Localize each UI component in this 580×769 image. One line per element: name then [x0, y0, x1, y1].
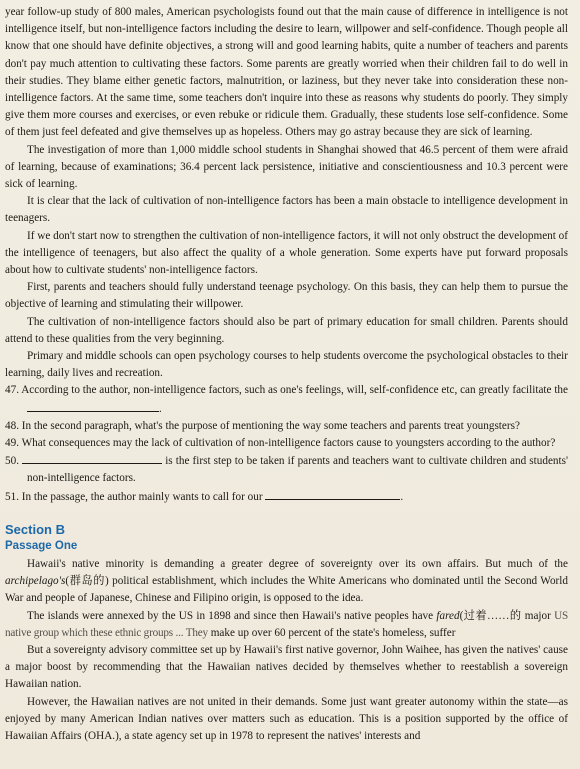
paragraph-3: It is clear that the lack of cultivation of non-intelligence factors has been a main obstacle to intelligence development in teenagers.	[5, 195, 568, 225]
passage-one-paragraph-1	[5, 556, 568, 608]
question-47-text: 47. According to the author, non-intelligence factors, such as one's feelings, will, self-confidence etc, can greatly facilitate the	[5, 384, 568, 397]
paragraph-6: The cultivation of non-intelligence factors should also be part of primary education for small children. Parents should attend to these qualities from the very beginning.	[5, 315, 568, 345]
question-48: 48. In the second paragraph, what's the purpose of mentioning the way some teachers and parents treat youngsters?	[5, 419, 520, 432]
passage-one-paragraph-2	[5, 608, 568, 642]
paragraph-7: Primary and middle schools can open psychology courses to help students overcome the psychological obstacles to their learning, daily lives and recreation.	[5, 350, 568, 380]
passage-one-paragraph-4: However, the Hawaiian natives are not united in their demands. Some just want greater autonomy within the state—as enjoyed by many American Indian natives over matters such as education. This is a position supported by the office of Hawaiian Affairs (OHA.), a state agency set up in 1978 to represent the natives' interests and	[5, 695, 568, 742]
question-47	[5, 382, 568, 417]
passage-text	[5, 4, 568, 382]
paragraph-1: year follow-up study of 800 males, American psychologists found out that the main cause of difference in intelligence is not intelligence itself, but non-intelligence factors including the desire to learn, willpower and self-confidence. Though people all know that one should have definite objectives, a strong will and good learning habits, quite a number of teachers and parents don't pay much attention to cultivating these factors. Some parents are greatly worried when their children fail to do well in their studies. They blame either genetic factors, malnutrition, or laziness, but they never take into consideration these non-intelligence factors. At the same time, some teachers don't inquire into these as reasons why students do poorly. They simply give them more courses and exercises, or even rebuke or ridicule them. Gradually, these students lose self-confidence. Some of them just feel defeated and give themselves up as hopeless. Others may go astray because they are sick of learning.	[5, 6, 568, 139]
glossed-term-archipelago: archipelago's	[5, 575, 66, 588]
section-b-heading: Section B	[5, 521, 65, 537]
paragraph-4: If we don't start now to strengthen the cultivation of non-intelligence factors, it will not only obstruct the development of the intelligence of teenagers, but also affect the quality of a whole generation. Some experts have put forward proposals about how to cultivate students' non-intelligence factors.	[5, 229, 568, 277]
question-51-end: .	[400, 490, 404, 503]
passage-one-p1-text: Hawaii's native minority is demanding a greater degree of sovereignty over its own affairs. But much of the	[27, 557, 568, 570]
answer-blank-51[interactable]	[265, 488, 400, 500]
question-49: 49. What consequences may the lack of cultivation of non-intelligence factors cause to youngsters according to the author?	[5, 437, 556, 450]
passage-one-p1-rest: political establishment, which includes the White Americans who dominated until the Second World War and people of Japanese, Chinese and Filipino origin, is opposed to the idea.	[5, 575, 568, 605]
question-50	[5, 452, 568, 487]
answer-blank-50[interactable]	[22, 452, 162, 464]
question-51-text: 51. In the passage, the author mainly wants to call for our	[5, 490, 266, 503]
question-50-number: 50.	[5, 455, 23, 468]
question-list	[5, 382, 568, 505]
question-47-end: .	[159, 402, 162, 415]
question-51	[5, 488, 568, 506]
passage-one-text	[5, 556, 568, 745]
gloss-archipelago: (群岛的)	[65, 575, 109, 588]
glossed-term-fared: fared	[436, 609, 460, 622]
passage-one-p2-text: The islands were annexed by the US in 1898 and since then Hawaii's native peoples have	[27, 609, 437, 622]
gloss-fared: (过着……的	[459, 609, 522, 622]
passage-one-heading: Passage One	[5, 539, 78, 552]
answer-blank-47[interactable]	[27, 400, 159, 412]
passage-one-paragraph-3: But a sovereignty advisory committee set up by Hawaii's first native governor, John Waihee, has given the natives' cause a major boost by recommending that the Hawaiian natives decided by themselves whether to reestablish a sovereign Hawaiian nation.	[5, 643, 568, 691]
passage-one-p2-mid: major	[521, 609, 555, 622]
distorted-scan-text: US native group which these ethnic groups ... They	[5, 609, 568, 639]
paragraph-5: First, parents and teachers should fully understand teenage psychology. On this basis, they can help them to pursue the objective of learning and stimulating their willpower.	[5, 281, 568, 311]
paragraph-2: The investigation of more than 1,000 middle school students in Shanghai showed that 46.5 percent of them were afraid of learning, because of examinations; 36.4 percent lack persistence, initiative and conscientiousness and 10.3 percent were sick of learning.	[5, 143, 568, 191]
question-50-text: is the first step to be taken if parents and teachers want to cultivate children and students' non-intelligence factors.	[27, 455, 568, 485]
passage-one-p2-rest: make up over 60 percent of the state's homeless, suffer	[207, 626, 456, 639]
